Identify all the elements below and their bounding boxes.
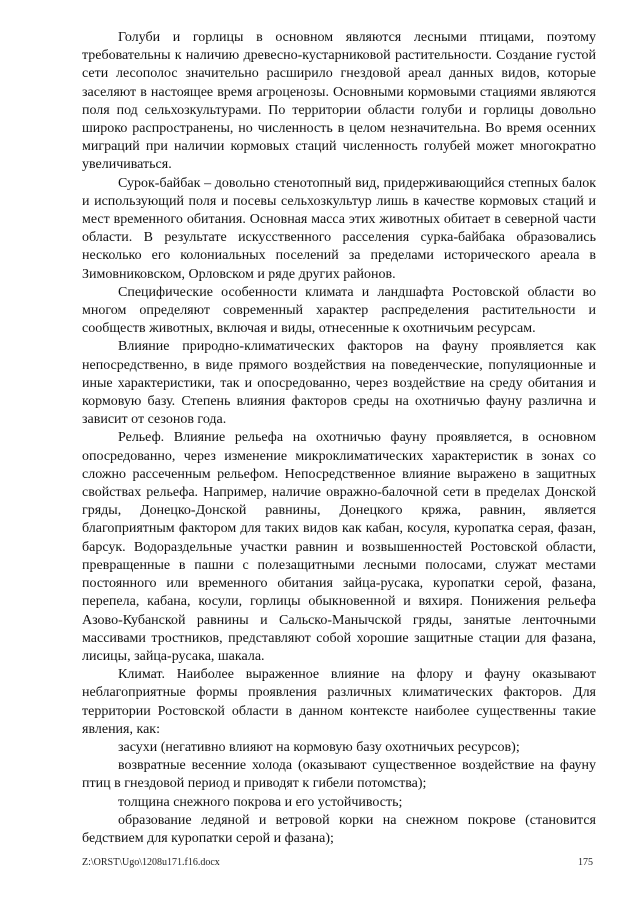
paragraph-relief: Рельеф. Влияние рельефа на охотничью фауну проявляется, в основном опосредованно, через изменение микроклиматических характеристик в зонах со сложно рассеченным рельефом. Непосредственное влияние выражено в защитных свойствах рельефа. Например, наличие овражно-балочной сети в пределах Донской гряды, Донецко-Донской равнины, Донецкого кряжа, равнин, является благоприятным фактором для таких видов как кабан, косуля, куропатка серая, фазан, барсук. Водораздельные участки равнин и возвышенностей Ростовской области, превращенные в пашни с полезащитными лесными полосами, служат местами постоянного или временного обитания зайца-русака, куропатки серой, фазана, перепела, кабана, косули, горлицы обыкновенной и вяхиря. Понижения рельефа Азово-Кубанской равнины и Сальско-Манычской гряды, занятые ленточными массивами тростников, представляют собой хорошие защитные стации для фазана, лисицы, зайца-русака, шакала. <box>82 430 596 664</box>
list-item-ice-crust: образование ледяной и ветровой корки на снежном покрове (становится бедствием для куропатки серой и фазана); <box>82 812 596 846</box>
body-text <box>82 29 596 848</box>
paragraph-marmot: Сурок-байбак – довольно стенотопный вид, придерживающийся степных балок и использующий поля и посевы сельхозкультур лишь в качестве кормовых стаций и мест временного обитания. Основная масса этих животных обитает в северной части области. В результате искусственного расселения сурка-байбака образовались несколько его колониальных поселений за пределами исторического ареала в Зимовниковском, Орловском и ряде других районов. <box>82 175 596 282</box>
paragraph-factors-influence: Влияние природно-климатических факторов на фауну проявляется как непосредственно, в виде прямого воздействия на поведенческие, популяционные и иные характеристики, так и опосредованно, через воздействие на среду обитания и кормовую базу. Степень влияния факторов среды на охотничью фауну различна и зависит от сезонов года. <box>82 339 596 428</box>
paragraph-climate-landscape: Специфические особенности климата и ландшафта Ростовской области во многом определяют современный характер распределения растительности и сообществ животных, включая и виды, отнесенные к охотничьим ресурсам. <box>82 284 596 337</box>
list-item-drought: засухи (негативно влияют на кормовую базу охотничьих ресурсов); <box>118 739 520 755</box>
footer-file-path: Z:\ORST\Ugo\1208u171.f16.docx <box>82 857 220 868</box>
list-item-snow-cover: толщина снежного покрова и его устойчивость; <box>118 794 403 810</box>
page-number: 175 <box>578 857 593 868</box>
paragraph-pigeons: Голуби и горлицы в основном являются лесными птицами, поэтому требовательны к наличию древесно-кустарниковой растительности. Создание густой сети лесополос значительно расширило гнездовой ареал данных видов, которые заселяют в настоящее время агроценозы. Основными кормовыми стациями являются поля под сельхозкультурами. По территории области голуби и горлицы довольно широко распространены, но численность в целом незначительна. Во время осенних миграций при наличии кормовых стаций численность голубей может многократно увеличиваться. <box>82 30 596 173</box>
paragraph-climate: Климат. Наиболее выраженное влияние на флору и фауну оказывают неблагоприятные формы проявления различных климатических факторов. Для территории Ростовской области в данном контексте наиболее существенны такие явления, как: <box>82 667 596 737</box>
list-item-spring-frost: возвратные весенние холода (оказывают существенное воздействие на фауну птиц в гнездовой период и приводят к гибели потомства); <box>82 758 596 792</box>
